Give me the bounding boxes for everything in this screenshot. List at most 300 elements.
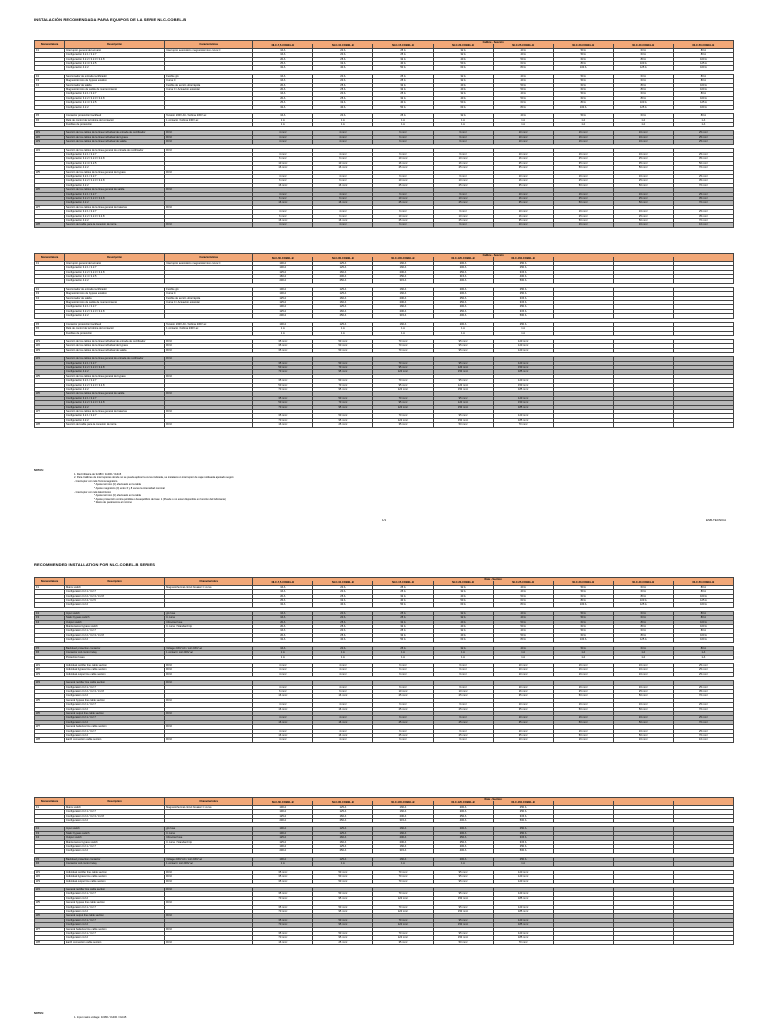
value-cell: 63 A xyxy=(553,88,613,92)
characteristics-cell: RV-K xyxy=(165,914,253,918)
description-cell: Seccionador de salida xyxy=(65,296,165,300)
description-cell: General output line cable section xyxy=(65,914,165,918)
value-cell: 25 mm² xyxy=(553,197,613,201)
value-cell: 10 mm² xyxy=(493,223,553,227)
value-cell: 1 A xyxy=(253,331,313,335)
description-cell: Sección de los cables de la línea general de baterías xyxy=(65,205,165,209)
value-cell: 125 A xyxy=(313,287,373,291)
value-cell: 63 A xyxy=(613,616,673,620)
value-cell: 70 mm² xyxy=(673,201,733,205)
value-cell: 200 A xyxy=(433,810,493,814)
value-cell: 25 A xyxy=(373,92,433,96)
nomenclature-cell: W3 xyxy=(35,140,65,144)
value-cell: 16 mm² xyxy=(313,183,373,187)
nomenclature-cell: W8 xyxy=(35,423,65,427)
description-cell: Configuración 3.2.1 / 3.2.7 xyxy=(65,305,165,309)
model-header: NLC-30-COBEL-B xyxy=(553,581,613,585)
value-cell: 185 mm² xyxy=(493,370,553,374)
value-cell: 32 A xyxy=(433,79,493,83)
value-cell: 25 mm² xyxy=(673,668,733,672)
value-cell: 185 mm² xyxy=(493,418,553,422)
value-cell: 160 A xyxy=(673,105,733,109)
description-cell: Configuration 4.2.2 xyxy=(65,936,165,940)
nomenclature-cell: W4 xyxy=(35,681,65,685)
value-cell: 25 mm² xyxy=(673,192,733,196)
value-cell: 63 A xyxy=(553,83,613,87)
value-cell: 250 A xyxy=(433,270,493,274)
value-cell: 40 A xyxy=(493,114,553,118)
value-cell: 6 mm² xyxy=(433,192,493,196)
value-cell: 40 A xyxy=(433,594,493,598)
value-cell: 63 A xyxy=(493,62,553,66)
characteristics-cell: C curve / Standard trip xyxy=(165,840,253,844)
value-cell: 10 mm² xyxy=(493,685,553,689)
model-header: NLC-160-COBEL-B xyxy=(493,257,553,261)
value-cell: 16 A xyxy=(253,48,313,52)
value-cell: 25 A xyxy=(253,599,313,603)
description-cell: Relé de control de la bobina del contactor xyxy=(65,327,165,331)
value-cell: 16 mm² xyxy=(313,734,373,738)
value-cell: 40 A xyxy=(493,53,553,57)
description-cell: Configuration 4.2.2 xyxy=(65,734,165,738)
value-cell: 40 A xyxy=(493,611,553,615)
value-cell: 16 mm² xyxy=(433,161,493,165)
characteristics-cell: RV-K xyxy=(165,879,253,883)
page-1-title: INSTALACIÓN RECOMENDADA PARA EQUIPOS DE LA SERIE NLC-COBEL-B xyxy=(34,17,187,22)
value-cell: 70 mm² xyxy=(673,694,733,698)
value-cell: 16 mm² xyxy=(613,223,673,227)
model-header: NLC-10-COBEL-B xyxy=(313,44,373,48)
value-cell: 32 A xyxy=(253,66,313,70)
value-cell: 160 A xyxy=(673,66,733,70)
nomenclature-cell: W1 xyxy=(35,870,65,874)
description-cell: Fusibles de protección xyxy=(65,122,165,126)
value-cell: 25 mm² xyxy=(673,174,733,178)
value-cell: 40 A xyxy=(313,105,373,109)
value-cell: 16 mm² xyxy=(553,152,613,156)
value-cell: 160 A xyxy=(253,275,313,279)
value-cell: 250 A xyxy=(433,840,493,844)
value-cell: 6 mm² xyxy=(373,223,433,227)
value-cell: 70 mm² xyxy=(673,183,733,187)
value-cell: 120 mm² xyxy=(373,418,433,422)
value-cell: 80 A xyxy=(673,611,733,615)
value-cell: 95 mm² xyxy=(433,361,493,365)
value-cell: 25 mm² xyxy=(673,140,733,144)
value-cell: 6 mm² xyxy=(373,140,433,144)
nomenclature-cell: W5 xyxy=(35,374,65,378)
description-cell: Configuración 3.2.2 / 3.2.3 / 3.2.8 xyxy=(65,270,165,274)
value-cell: 16 mm² xyxy=(493,689,553,693)
value-cell: 50 mm² xyxy=(313,892,373,896)
characteristics-cell: RV-K xyxy=(165,410,253,414)
description-cell: Configuración 4.2.2 xyxy=(65,279,165,283)
description-cell: Sección del cable para la conexión de tierra xyxy=(65,223,165,227)
value-cell: 80 A xyxy=(673,114,733,118)
note-line: 1. Input mains voltage: 3x380 / 3x400 / 3x415 xyxy=(74,1015,127,1019)
description-cell: Interruptor general del armario xyxy=(65,261,165,265)
description-cell: Static bypass switch xyxy=(65,831,165,835)
value-cell: 120 mm² xyxy=(373,936,433,940)
value-cell: 25 A xyxy=(373,48,433,52)
value-cell: 100 A xyxy=(553,638,613,642)
value-cell: 315 A xyxy=(373,314,433,318)
value-cell: 35 mm² xyxy=(493,219,553,223)
characteristics-cell: Curva C xyxy=(165,292,253,296)
model-header: NLC-25-COBEL-B xyxy=(493,44,553,48)
characteristics-cell: Magnetothermal circuit breaker C curve xyxy=(165,585,253,589)
value-cell: 25 mm² xyxy=(373,694,433,698)
nomenclature-cell: W8 xyxy=(35,738,65,742)
value-cell: 63 A xyxy=(613,646,673,650)
value-cell: 10 mm² xyxy=(253,161,313,165)
value-cell: 50 mm² xyxy=(313,414,373,418)
value-cell: 125 A xyxy=(253,301,313,305)
nomenclature-cell: F1 xyxy=(35,805,65,809)
value-cell: 200 A xyxy=(373,840,433,844)
value-cell: 35 mm² xyxy=(253,931,313,935)
value-cell: 1 A xyxy=(313,862,373,866)
value-cell: 35 mm² xyxy=(253,396,313,400)
value-cell: 1 A xyxy=(373,655,433,659)
value-cell: 100 A xyxy=(253,287,313,291)
value-cell: 16 A xyxy=(253,79,313,83)
value-cell: 35 mm² xyxy=(493,201,553,205)
value-cell: 32 A xyxy=(373,96,433,100)
value-cell: 100 A xyxy=(673,57,733,61)
value-cell: 50 mm² xyxy=(613,219,673,223)
value-cell xyxy=(553,423,613,427)
value-cell: 150 mm² xyxy=(433,405,493,409)
value-cell: 125 A xyxy=(313,857,373,861)
value-cell: 35 mm² xyxy=(253,414,313,418)
value-cell: 125 A xyxy=(253,296,313,300)
description-cell: Contactor coil control relay xyxy=(65,862,165,866)
value-cell: 16 mm² xyxy=(673,738,733,742)
value-cell: 125 A xyxy=(673,101,733,105)
value-cell: 250 A xyxy=(493,261,553,265)
characteristics-cell: Curva C / Actuación estándar xyxy=(165,301,253,305)
value-cell: 160 A xyxy=(373,810,433,814)
value-cell: 16 mm² xyxy=(613,152,673,156)
value-cell: 95 mm² xyxy=(313,405,373,409)
value-cell: 63 A xyxy=(433,603,493,607)
value-cell: 500 A xyxy=(493,849,553,853)
value-cell: 6 mm² xyxy=(433,729,493,733)
value-cell: 50 mm² xyxy=(253,401,313,405)
model-header: NLC-40-COBEL-B xyxy=(613,44,673,48)
value-cell: 120 mm² xyxy=(433,401,493,405)
value-cell: 10 mm² xyxy=(493,210,553,214)
characteristics-cell: RV-K xyxy=(165,188,253,192)
description-cell: Configuration 4.2.2 xyxy=(65,909,165,913)
value-cell: 40 A xyxy=(433,88,493,92)
characteristics-cell: RV-K xyxy=(165,940,253,944)
characteristics-cell: Interruptor automático magnetotérmico curva C xyxy=(165,261,253,265)
value-cell: 1 A xyxy=(493,122,553,126)
characteristics-header: Características xyxy=(165,254,253,262)
description-cell: Configuration 4.2.2 xyxy=(65,638,165,642)
nomenclature-cell: W7 xyxy=(35,725,65,729)
description-cell: Configuración 4.2.2 xyxy=(65,370,165,374)
value-cell: 70 mm² xyxy=(373,879,433,883)
value-cell: 100 A xyxy=(673,83,733,87)
value-cell: 400 A xyxy=(433,819,493,823)
protection-table-3 xyxy=(34,577,734,743)
table-row xyxy=(35,423,734,427)
value-cell: 250 A xyxy=(313,314,373,318)
value-cell: 40 A xyxy=(373,62,433,66)
value-cell: 6 mm² xyxy=(373,152,433,156)
model-header: NLC-15-COBEL-B xyxy=(373,581,433,585)
value-cell: 125 A xyxy=(253,270,313,274)
value-cell: 35 mm² xyxy=(253,348,313,352)
value-cell: 100 A xyxy=(613,599,673,603)
note-line: * Ajuste magnético (Ii) entre 6 y 8 veces la intensidad nominal xyxy=(94,486,165,490)
value-cell: 25 A xyxy=(373,53,433,57)
value-cell: 20 A xyxy=(313,92,373,96)
value-cell: 50 A xyxy=(553,646,613,650)
description-cell: Configuración 3.2.1 / 3.2.7 xyxy=(65,152,165,156)
value-cell: 16 mm² xyxy=(613,672,673,676)
description-cell: Configuración 3.2.1 / 3.2.7 xyxy=(65,174,165,178)
value-cell: 40 A xyxy=(493,590,553,594)
value-cell: 6 mm² xyxy=(373,174,433,178)
characteristics-cell: RV-K xyxy=(165,711,253,715)
value-cell: 70 mm² xyxy=(373,339,433,343)
value-cell: 50 A xyxy=(553,74,613,78)
value-cell: 315 A xyxy=(493,836,553,840)
nomenclature-cell: W5 xyxy=(35,170,65,174)
value-cell: 250 A xyxy=(433,309,493,313)
value-cell: 125 A xyxy=(313,322,373,326)
value-cell: 70 mm² xyxy=(313,383,373,387)
value-cell: 35 mm² xyxy=(553,161,613,165)
value-cell: 25 mm² xyxy=(613,197,673,201)
value-cell: 80 A xyxy=(613,83,673,87)
nomenclature-cell: W8 xyxy=(35,223,65,227)
characteristics-cell: Curva C / Actuación estándar xyxy=(165,88,253,92)
value-cell: 95 mm² xyxy=(313,923,373,927)
characteristics-cell: RV-K xyxy=(165,725,253,729)
value-cell: 70 mm² xyxy=(373,870,433,874)
characteristics-cell: C curve / Standard trip xyxy=(165,625,253,629)
value-cell: 1 A xyxy=(553,651,613,655)
value-cell: 40 A xyxy=(433,633,493,637)
description-cell: Configuration 4.2.2 xyxy=(65,849,165,853)
value-cell: 20 A xyxy=(313,48,373,52)
value-cell: 500 A xyxy=(493,314,553,318)
value-cell: 10 mm² xyxy=(433,214,493,218)
value-cell: 63 A xyxy=(613,590,673,594)
value-cell: 150 mm² xyxy=(433,387,493,391)
description-cell: Configuration 3.2.2 / 3.2.3 / 3.2.8 xyxy=(65,689,165,693)
value-cell: 70 mm² xyxy=(373,918,433,922)
description-cell: General output line cable section xyxy=(65,711,165,715)
value-cell: 32 A xyxy=(373,620,433,624)
value-cell: 150 mm² xyxy=(493,365,553,369)
value-cell: 200 A xyxy=(253,849,313,853)
description-cell: Individual rectifier line cable section xyxy=(65,870,165,874)
value-cell: 10 mm² xyxy=(493,663,553,667)
value-cell: 16 mm² xyxy=(613,140,673,144)
value-cell: 4 mm² xyxy=(253,135,313,139)
value-cell: 100 A xyxy=(553,105,613,109)
value-cell: 16 mm² xyxy=(253,423,313,427)
description-cell: Configuración 3.2.2 / 3.2.3 / 3.2.8 xyxy=(65,309,165,313)
nomenclature-cell: W3 xyxy=(35,672,65,676)
protection-table-2 xyxy=(34,253,734,428)
value-cell xyxy=(613,423,673,427)
value-cell: 50 mm² xyxy=(613,720,673,724)
nomenclature-header: Nomenclatura xyxy=(35,254,65,262)
nomenclature-cell: W2 xyxy=(35,135,65,139)
value-cell: 6 mm² xyxy=(373,210,433,214)
note-line: 1. Red trifásica de 3x380 / 3x400 / 3x415 xyxy=(74,472,122,476)
value-cell: 25 mm² xyxy=(433,183,493,187)
value-cell: 150 mm² xyxy=(433,909,493,913)
value-cell: 95 mm² xyxy=(313,936,373,940)
value-cell: 120 mm² xyxy=(493,875,553,879)
value-cell: 1 A xyxy=(253,651,313,655)
value-cell: 120 mm² xyxy=(493,348,553,352)
value-cell: 315 A xyxy=(433,275,493,279)
value-cell: 120 mm² xyxy=(493,892,553,896)
value-cell: 80 A xyxy=(493,105,553,109)
nomenclature-cell: W4 xyxy=(35,887,65,891)
value-cell: 6 mm² xyxy=(433,174,493,178)
value-cell: 50 mm² xyxy=(553,219,613,223)
value-cell: 160 A xyxy=(373,305,433,309)
value-cell: 10 mm² xyxy=(433,197,493,201)
value-cell: 70 mm² xyxy=(373,396,433,400)
value-cell: 35 mm² xyxy=(673,197,733,201)
characteristics-cell: RV-K xyxy=(165,392,253,396)
description-cell: Mains switch xyxy=(65,805,165,809)
value-cell: 32 A xyxy=(313,62,373,66)
value-cell: 200 A xyxy=(373,301,433,305)
value-cell: 1 A xyxy=(373,331,433,335)
value-cell: 63 A xyxy=(493,101,553,105)
value-cell: 6 mm² xyxy=(433,140,493,144)
value-cell: 100 A xyxy=(253,266,313,270)
value-cell: 6 mm² xyxy=(373,703,433,707)
nomenclature-cell: F6 xyxy=(35,651,65,655)
value-cell: 50 mm² xyxy=(313,905,373,909)
value-cell: 4 mm² xyxy=(313,738,373,742)
value-cell: 63 A xyxy=(613,629,673,633)
characteristics-header: Characteristics xyxy=(165,578,253,586)
value-cell: 35 mm² xyxy=(673,179,733,183)
value-cell: 16 mm² xyxy=(313,201,373,205)
description-cell: Sección de los cables de la línea general de salida xyxy=(65,392,165,396)
value-cell: 160 A xyxy=(373,322,433,326)
value-cell: 20 A xyxy=(253,83,313,87)
value-cell: 25 mm² xyxy=(673,131,733,135)
nomenclature-cell: F2 xyxy=(35,611,65,615)
value-cell: 160 A xyxy=(373,287,433,291)
value-cell: 50 A xyxy=(433,599,493,603)
value-cell: 120 mm² xyxy=(493,870,553,874)
nomenclature-header: Nomenclature xyxy=(35,578,65,586)
value-cell: 4 mm² xyxy=(313,210,373,214)
value-cell: 20 A xyxy=(313,646,373,650)
description-cell: Sección del cable para la conexión de tierra xyxy=(65,423,165,427)
description-cell: Configuración 4.2.2 xyxy=(65,405,165,409)
value-cell: 100 A xyxy=(253,261,313,265)
nomenclature-cell: F4 xyxy=(35,836,65,840)
value-cell: 10 mm² xyxy=(493,738,553,742)
value-cell: 185 mm² xyxy=(493,405,553,409)
value-cell: 100 A xyxy=(613,62,673,66)
value-cell: 50 A xyxy=(373,66,433,70)
value-cell: 120 mm² xyxy=(373,405,433,409)
value-cell: 120 mm² xyxy=(373,370,433,374)
value-cell: 1 A xyxy=(613,651,673,655)
description-cell: Configuration 3.2.1 / 3.2.7 xyxy=(65,685,165,689)
value-cell: 95 mm² xyxy=(433,396,493,400)
value-cell: 50 mm² xyxy=(553,166,613,170)
notes-en xyxy=(34,1012,714,1019)
value-cell: 100 A xyxy=(253,857,313,861)
description-cell: Configuración 3.2.2 / 3.2.3 / 3.2.8 xyxy=(65,197,165,201)
value-cell: 35 mm² xyxy=(373,940,433,944)
value-cell: 50 mm² xyxy=(673,161,733,165)
description-header: Description xyxy=(65,798,165,806)
value-cell: 100 A xyxy=(673,594,733,598)
value-cell: 16 mm² xyxy=(493,197,553,201)
value-cell: 125 A xyxy=(253,836,313,840)
value-cell: 20 A xyxy=(313,616,373,620)
value-cell: 4 mm² xyxy=(313,135,373,139)
value-cell: 185 mm² xyxy=(493,896,553,900)
description-cell: Configuration 3.2.1 / 3.2.7 xyxy=(65,629,165,633)
value-cell: 125 A xyxy=(313,805,373,809)
value-cell: 35 mm² xyxy=(673,157,733,161)
value-cell: 16 A xyxy=(253,629,313,633)
value-cell: 4 mm² xyxy=(253,131,313,135)
value-cell: 10 mm² xyxy=(493,668,553,672)
nomenclature-cell: W7 xyxy=(35,410,65,414)
value-cell: 25 A xyxy=(313,633,373,637)
description-cell: Configuración 4.2.2 xyxy=(65,201,165,205)
value-cell: 32 A xyxy=(313,599,373,603)
value-cell: 6 mm² xyxy=(373,729,433,733)
description-cell: Sección de los cables de la línea general de entrada de rectificador xyxy=(65,357,165,361)
description-cell: Configuración 4.2.2 xyxy=(65,314,165,318)
value-cell: 32 A xyxy=(433,114,493,118)
value-cell: 250 A xyxy=(433,836,493,840)
value-cell: 250 A xyxy=(313,819,373,823)
value-cell: 70 mm² xyxy=(673,219,733,223)
value-cell: 40 A xyxy=(433,620,493,624)
characteristics-cell: RV-K xyxy=(165,875,253,879)
value-cell: 6 mm² xyxy=(433,672,493,676)
value-cell: 250 A xyxy=(493,827,553,831)
note-line: - Interruptor con relé Electrónico xyxy=(74,490,112,494)
description-cell: Contactor protección backfeed xyxy=(65,322,165,326)
value-cell: 10 mm² xyxy=(493,729,553,733)
description-cell: Configuración 3.2.1 / 3.2.7 xyxy=(65,192,165,196)
value-cell: 50 mm² xyxy=(613,694,673,698)
value-cell: 25 A xyxy=(313,620,373,624)
description-cell: Configuración 3.2.2 / 3.2.3 / 3.2.8 xyxy=(65,157,165,161)
value-cell: 10 mm² xyxy=(493,672,553,676)
value-cell: 25 A xyxy=(373,616,433,620)
nomenclature-cell: W6 xyxy=(35,188,65,192)
value-cell: 160 A xyxy=(313,296,373,300)
value-cell: 70 mm² xyxy=(253,909,313,913)
